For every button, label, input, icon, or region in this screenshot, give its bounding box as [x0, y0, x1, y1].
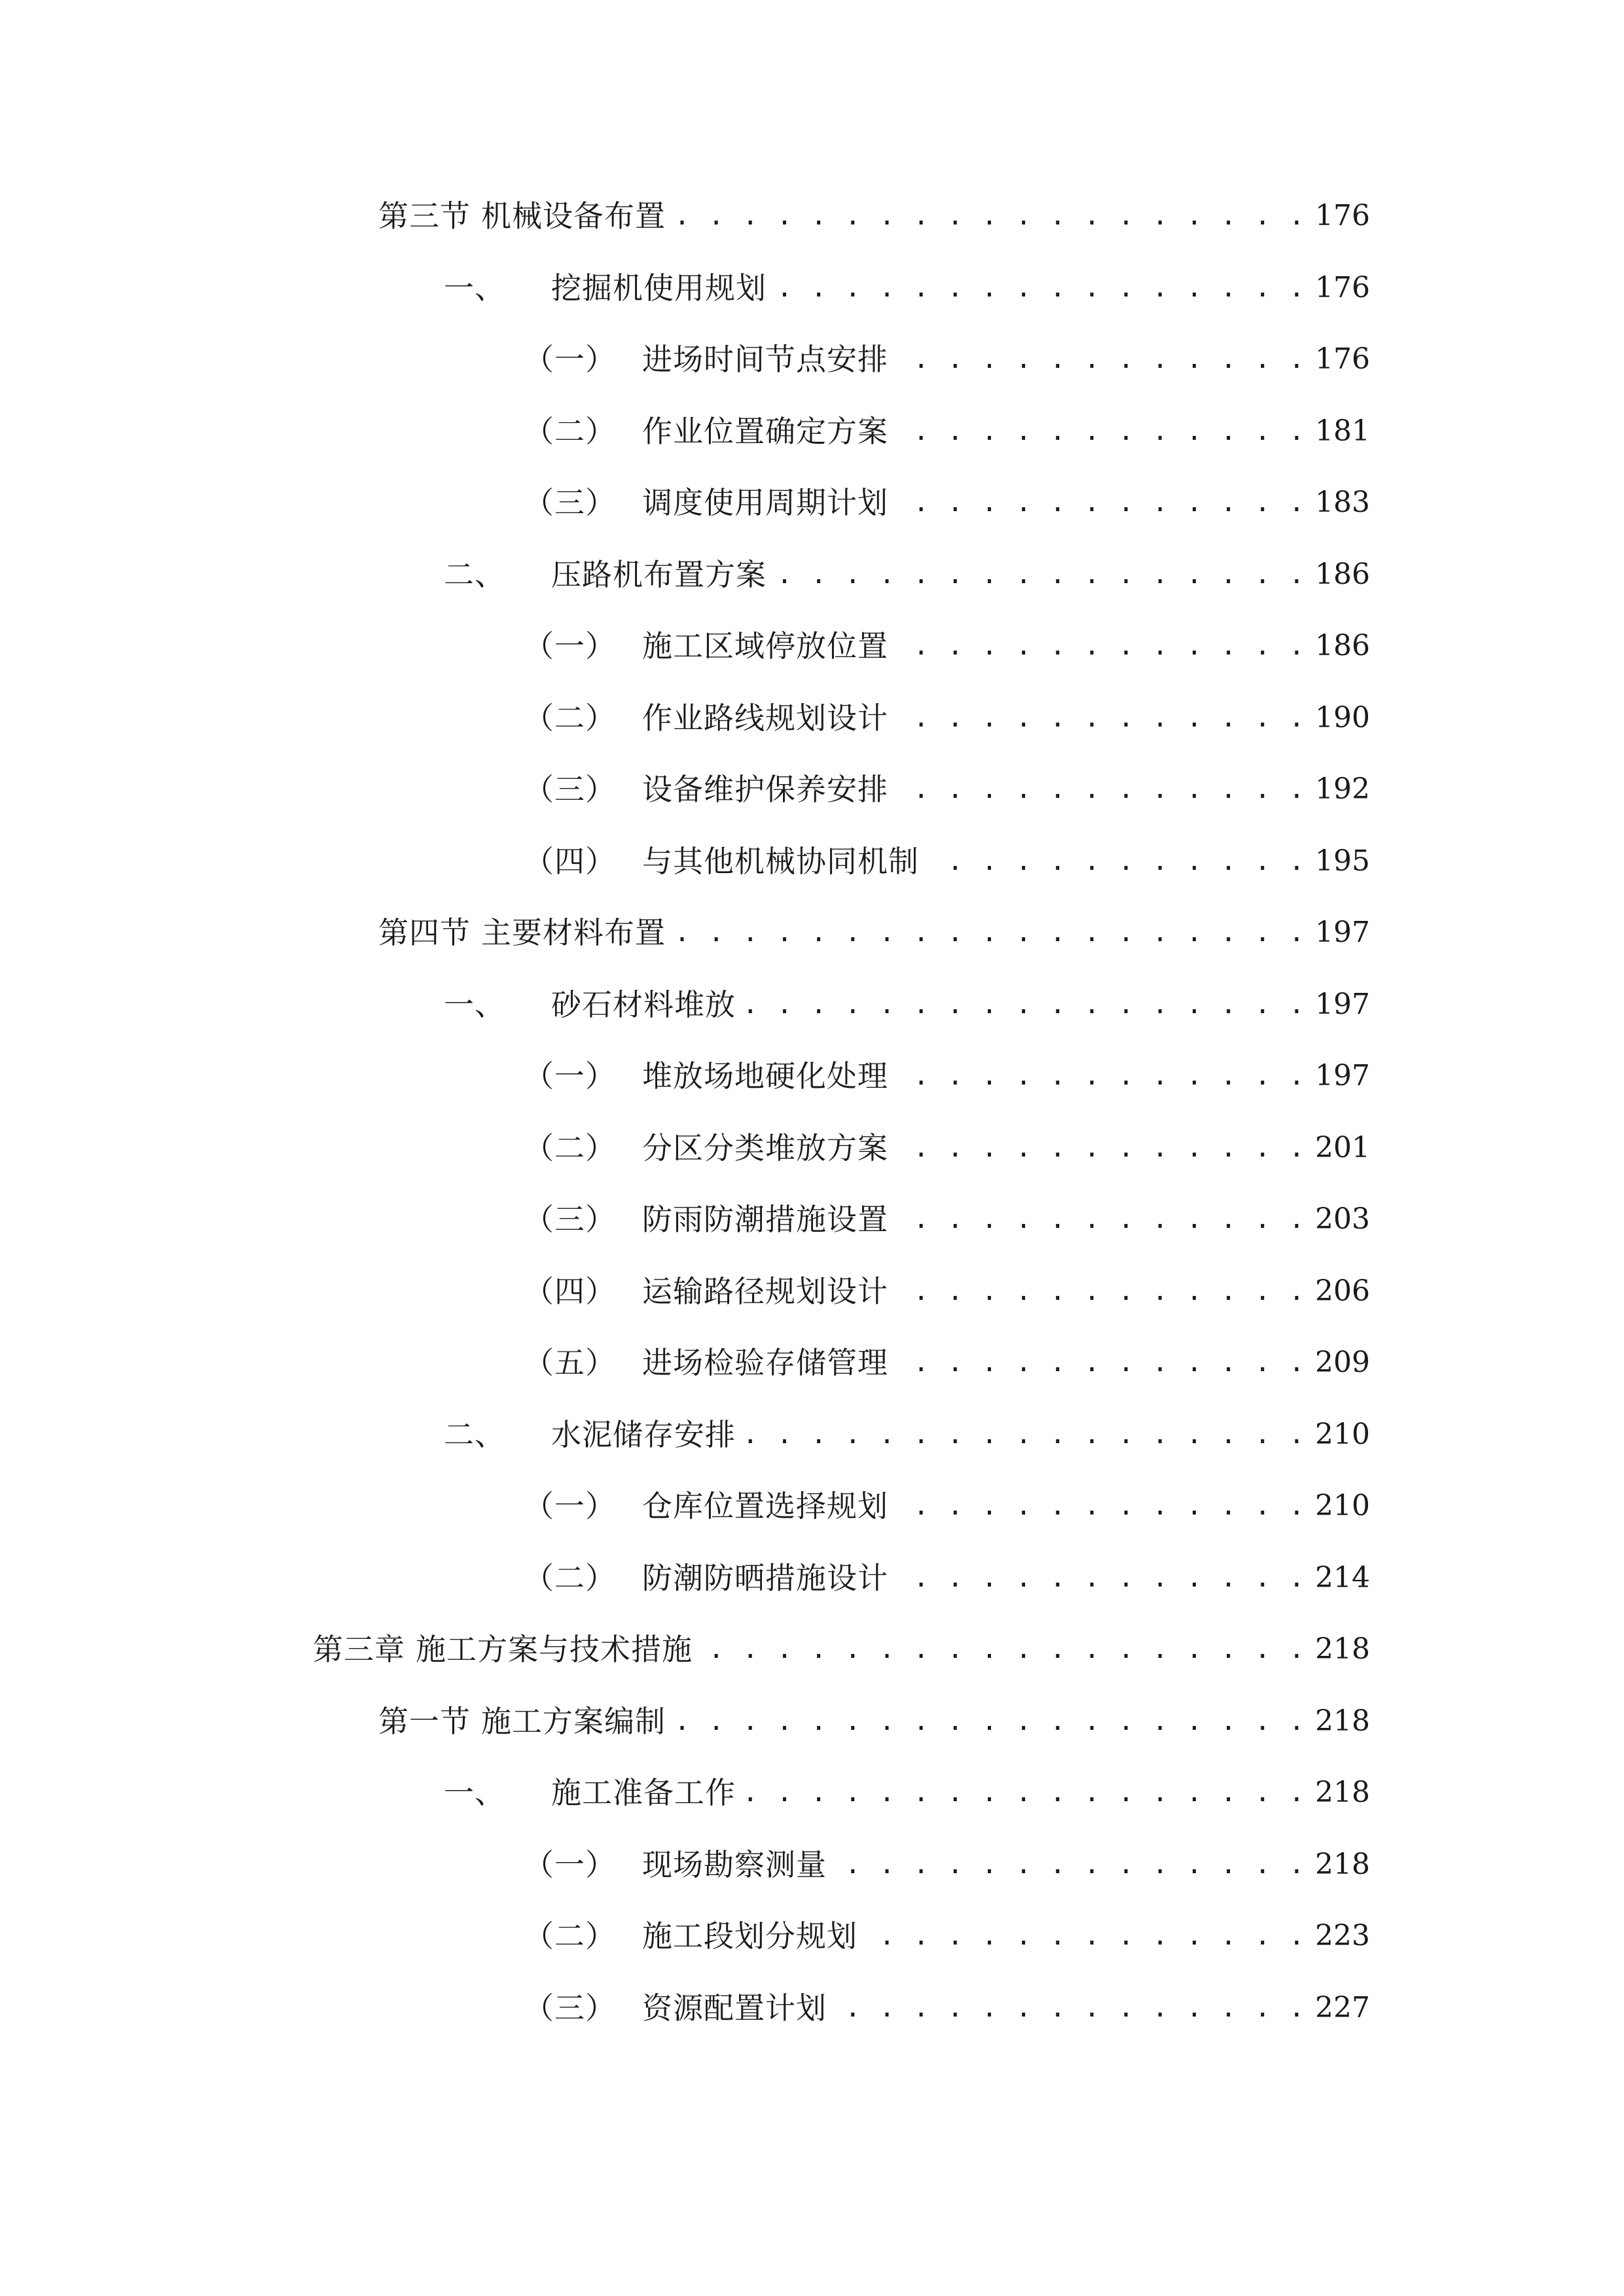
toc-entry-text: 作业路线规划设计 — [642, 700, 888, 736]
toc-entry-number: 第三章 — [313, 1632, 405, 1667]
toc-leader-dots — [895, 476, 1306, 529]
toc-leader-dots — [895, 1122, 1306, 1174]
toc-entry-title — [524, 1193, 888, 1246]
toc-entry-text: 与其他机械协同机制 — [642, 844, 919, 879]
toc-entry-title — [444, 548, 767, 601]
toc-entry-page-number: 218 — [1315, 1776, 1370, 1809]
toc-entry-number: （一） — [524, 628, 616, 664]
toc-entry-page-number: 218 — [1315, 1704, 1370, 1738]
toc-entry[interactable] — [524, 1552, 1370, 1604]
toc-entry[interactable] — [444, 978, 1370, 1031]
toc-entry-title — [378, 906, 666, 959]
toc-entry-number: （三） — [524, 772, 616, 807]
toc-entry-text: 防潮防晒措施设计 — [642, 1560, 888, 1596]
toc-entry[interactable] — [524, 1193, 1370, 1246]
toc-entry-text: 调度使用周期计划 — [642, 485, 888, 520]
toc-entry-title — [524, 1336, 888, 1389]
toc-entry-title — [524, 1050, 888, 1102]
toc-entry-number: （一） — [524, 1058, 616, 1094]
toc-leader-dots — [672, 1695, 1306, 1748]
toc-entry-text: 挖掘机使用规划 — [551, 270, 767, 306]
toc-entry-number: （一） — [524, 1488, 616, 1524]
toc-entry-number: （二） — [524, 414, 616, 449]
toc-leader-dots — [895, 1050, 1306, 1102]
toc-entry[interactable] — [444, 548, 1370, 601]
toc-entry-number: 第三节 — [378, 198, 471, 234]
toc-entry-page-number: 214 — [1315, 1561, 1370, 1594]
toc-entry-text: 主要材料布置 — [481, 915, 666, 950]
toc-entry-number: （三） — [524, 485, 616, 520]
toc-entry-text: 施工方案与技术措施 — [416, 1632, 693, 1667]
toc-entry-page-number: 223 — [1315, 1919, 1370, 1952]
toc-leader-dots — [895, 1336, 1306, 1389]
toc-entry-text: 作业位置确定方案 — [642, 414, 888, 449]
toc-leader-dots — [895, 620, 1306, 672]
toc-leader-dots — [699, 1623, 1306, 1676]
toc-entry-title — [524, 1552, 888, 1604]
toc-entry[interactable] — [444, 1408, 1370, 1461]
toc-entry[interactable] — [524, 1910, 1370, 1962]
toc-entry-number: （一） — [524, 342, 616, 377]
toc-entry-number: （三） — [524, 1990, 616, 2026]
toc-entry[interactable] — [378, 190, 1370, 242]
toc-entry[interactable] — [524, 835, 1370, 888]
toc-entry-text: 防雨防潮措施设置 — [642, 1202, 888, 1237]
toc-entry-title — [524, 835, 919, 888]
toc-entry-text: 水泥储存安排 — [551, 1417, 736, 1452]
toc-entry-text: 资源配置计划 — [642, 1990, 827, 2026]
toc-entry-title — [524, 405, 888, 457]
toc-entry-number: （二） — [524, 1560, 616, 1596]
toc-leader-dots — [895, 692, 1306, 744]
toc-entry[interactable] — [524, 1480, 1370, 1532]
toc-entry-page-number: 192 — [1315, 772, 1370, 806]
toc-entry[interactable] — [524, 1839, 1370, 1891]
toc-leader-dots — [895, 1480, 1306, 1532]
toc-entry-text: 堆放场地硬化处理 — [642, 1058, 888, 1094]
toc-entry[interactable] — [524, 620, 1370, 672]
toc-entry-title — [524, 1910, 857, 1962]
toc-entry-title — [524, 763, 888, 816]
toc-entry-page-number: 197 — [1315, 916, 1370, 949]
toc-entry-title — [313, 1623, 693, 1676]
toc-entry-number: 一、 — [444, 987, 505, 1022]
toc-entry-number: 第一节 — [378, 1704, 471, 1739]
toc-entry-page-number: 218 — [1315, 1848, 1370, 1881]
toc-entry[interactable] — [524, 1050, 1370, 1102]
toc-entry-title — [524, 1982, 827, 2034]
toc-entry-page-number: 181 — [1315, 414, 1370, 448]
toc-entry-number: （二） — [524, 700, 616, 736]
toc-entry-page-number: 197 — [1315, 1059, 1370, 1092]
toc-entry-page-number: 176 — [1315, 342, 1370, 376]
toc-entry-title — [524, 692, 888, 744]
toc-entry-page-number: 201 — [1315, 1131, 1370, 1164]
toc-entry-text: 施工区域停放位置 — [642, 628, 888, 664]
toc-entry[interactable] — [378, 906, 1370, 959]
toc-entry-text: 施工准备工作 — [551, 1775, 736, 1810]
toc-entry-title — [524, 1480, 888, 1532]
toc-entry[interactable] — [444, 262, 1370, 314]
toc-entry[interactable] — [524, 333, 1370, 386]
toc-entry[interactable] — [524, 405, 1370, 457]
toc-leader-dots — [773, 262, 1306, 314]
toc-leader-dots — [742, 1408, 1306, 1461]
toc-entry-page-number: 186 — [1315, 629, 1370, 662]
toc-entry-page-number: 183 — [1315, 486, 1370, 519]
toc-entry-number: （三） — [524, 1202, 616, 1237]
toc-entry-page-number: 176 — [1315, 271, 1370, 304]
toc-leader-dots — [773, 548, 1306, 601]
toc-leader-dots — [895, 1265, 1306, 1318]
toc-entry-title — [524, 620, 888, 672]
toc-entry-page-number: 176 — [1315, 199, 1370, 232]
toc-leader-dots — [864, 1910, 1306, 1962]
toc-leader-dots — [895, 333, 1306, 386]
toc-entry-text: 仓库位置选择规划 — [642, 1488, 888, 1524]
toc-entry-number: （二） — [524, 1918, 616, 1954]
toc-entry-text: 进场时间节点安排 — [642, 342, 888, 377]
toc-entry-number: （五） — [524, 1345, 616, 1380]
toc-entry-text: 施工方案编制 — [481, 1704, 666, 1739]
toc-entry-page-number: 210 — [1315, 1418, 1370, 1451]
toc-leader-dots — [895, 763, 1306, 816]
toc-entry-number: 二、 — [444, 557, 505, 592]
toc-entry-text: 砂石材料堆放 — [551, 987, 736, 1022]
toc-leader-dots — [672, 906, 1306, 959]
toc-entry-title — [444, 978, 736, 1031]
toc-entry-page-number: 195 — [1315, 844, 1370, 878]
toc-entry[interactable] — [313, 1623, 1370, 1676]
toc-entry-title — [444, 1408, 736, 1461]
toc-entry[interactable] — [524, 1982, 1370, 2034]
toc-entry[interactable] — [524, 1336, 1370, 1389]
toc-entry-number: （一） — [524, 1847, 616, 1882]
toc-entry-text: 设备维护保养安排 — [642, 772, 888, 807]
toc-entry-number: 二、 — [444, 1417, 505, 1452]
toc-entry-number: （二） — [524, 1130, 616, 1166]
toc-entry-page-number: 190 — [1315, 701, 1370, 734]
toc-leader-dots — [833, 1982, 1306, 2034]
toc-entry[interactable] — [524, 476, 1370, 529]
toc-entry-page-number: 186 — [1315, 558, 1370, 591]
toc-entry-page-number: 209 — [1315, 1346, 1370, 1379]
toc-leader-dots — [895, 405, 1306, 457]
toc-entry[interactable] — [524, 1265, 1370, 1318]
toc-leader-dots — [895, 1193, 1306, 1246]
toc-entry-page-number: 197 — [1315, 988, 1370, 1021]
toc-entry[interactable] — [378, 1695, 1370, 1748]
toc-entry-page-number: 210 — [1315, 1489, 1370, 1522]
toc-entry-text: 施工段划分规划 — [642, 1918, 857, 1954]
toc-entry-number: 一、 — [444, 1775, 505, 1810]
toc-leader-dots — [926, 835, 1306, 888]
toc-entry-title — [524, 1265, 888, 1318]
toc-entry-number: 一、 — [444, 270, 505, 306]
toc-entry-text: 运输路径规划设计 — [642, 1274, 888, 1309]
toc-leader-dots — [833, 1839, 1306, 1891]
toc-entry-number: （四） — [524, 844, 616, 879]
toc-entry-title — [444, 1767, 736, 1819]
toc-entry[interactable] — [524, 1122, 1370, 1174]
toc-entry-text: 分区分类堆放方案 — [642, 1130, 888, 1166]
toc-entry-number: 第四节 — [378, 915, 471, 950]
toc-entry-title — [524, 333, 888, 386]
toc-entry-page-number: 203 — [1315, 1202, 1370, 1236]
toc-leader-dots — [895, 1552, 1306, 1604]
toc-leader-dots — [672, 190, 1306, 242]
toc-entry-text: 进场检验存储管理 — [642, 1345, 888, 1380]
toc-entry[interactable] — [524, 692, 1370, 744]
toc-entry-title — [378, 1695, 666, 1748]
toc-entry-title — [444, 262, 767, 314]
toc-entry-title — [524, 1839, 827, 1891]
toc-entry[interactable] — [444, 1767, 1370, 1819]
toc-entry-page-number: 227 — [1315, 1991, 1370, 2024]
toc-entry-number: （四） — [524, 1274, 616, 1309]
toc-entry-text: 机械设备布置 — [481, 198, 666, 234]
toc-entry-page-number: 206 — [1315, 1274, 1370, 1308]
toc-entry-text: 现场勘察测量 — [642, 1847, 827, 1882]
toc-entry-title — [378, 190, 666, 242]
toc-entry-page-number: 218 — [1315, 1632, 1370, 1666]
toc-entry-title — [524, 1122, 888, 1174]
toc-entry-title — [524, 476, 888, 529]
toc-leader-dots — [742, 978, 1306, 1031]
toc-entry-text: 压路机布置方案 — [551, 557, 767, 592]
toc-entry[interactable] — [524, 763, 1370, 816]
toc-leader-dots — [742, 1767, 1306, 1819]
